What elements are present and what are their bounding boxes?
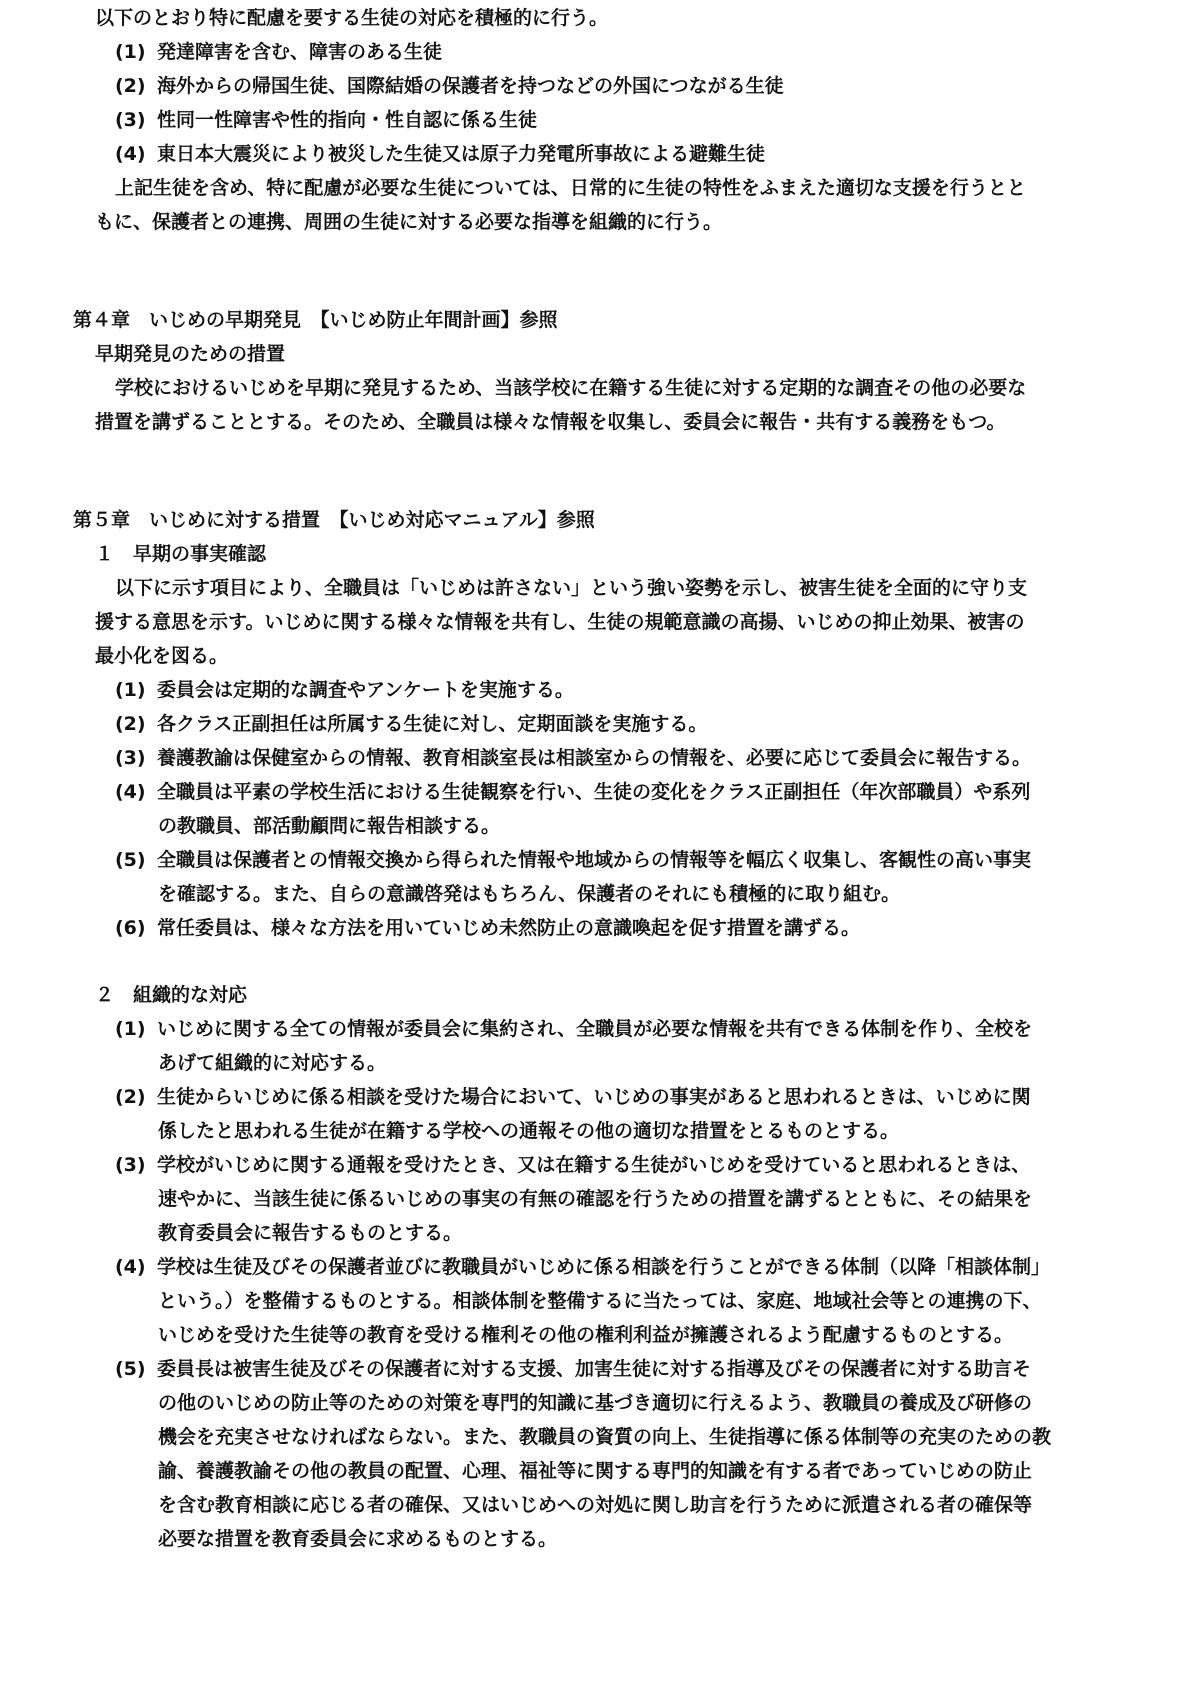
section-1-paragraph-line: 以下に示す項目により、全職員は「いじめは許さない」という強い姿勢を示し、被害生徒を全面的に守り支: [115, 577, 1028, 599]
chapter-4-paragraph-line: 措置を講ずることとする。そのため、全職員は様々な情報を収集し、委員会に報告・共有する義務をもつ。: [95, 411, 1006, 433]
item-text: 性同一性障害や性的指向・性自認に係る生徒: [157, 109, 538, 131]
intro-item: [115, 74, 784, 98]
item-number: (5): [115, 849, 146, 871]
section-1-item: [115, 848, 1031, 872]
item-continuation: の他のいじめの防止等のための対策を専門的知識に基づき適切に行えるよう、教職員の養成及び研修の: [158, 1392, 1033, 1414]
item-number: (4): [115, 1256, 146, 1278]
item-number: (3): [115, 109, 146, 131]
chapter-4-title: 第４章 いじめの早期発見 【いじめ防止年間計画】参照: [73, 309, 558, 331]
item-text: 東日本大震災により被災した生徒又は原子力発電所事故による避難生徒: [157, 143, 766, 165]
item-text: 委員会は定期的な調査やアンケートを実施する。: [157, 679, 574, 701]
intro-item: [115, 142, 765, 166]
item-number: (5): [115, 1358, 146, 1380]
item-text: 全職員は平素の学校生活における生徒観察を行い、生徒の変化をクラス正副担任（年次部職員）や系列: [157, 781, 1031, 803]
item-continuation: あげて組織的に対応する。: [158, 1052, 387, 1074]
item-number: (1): [115, 1018, 146, 1040]
item-number: (3): [115, 1154, 146, 1176]
section-1-title: １ 早期の事実確認: [95, 543, 267, 565]
item-number: (2): [115, 1086, 146, 1108]
item-text: 各クラス正副担任は所属する生徒に対し、定期面談を実施する。: [157, 713, 708, 735]
item-continuation: を確認する。また、自らの意識啓発はもちろん、保護者のそれにも積極的に取り組む。: [158, 883, 901, 905]
item-number: (3): [115, 747, 146, 769]
item-continuation: の教職員、部活動顧問に報告相談する。: [158, 815, 501, 837]
section-1-item: [115, 916, 860, 940]
item-number: (6): [115, 917, 146, 939]
section-2-item: [115, 1017, 1032, 1041]
item-text: 常任委員は、様々な方法を用いていじめ未然防止の意識喚起を促す措置を講ずる。: [157, 917, 861, 939]
chapter-5-title: 第５章 いじめに対する措置 【いじめ対応マニュアル】参照: [73, 509, 595, 531]
item-continuation: 諭、養護教諭その他の教員の配置、心理、福祉等に関する専門的知識を有する者であっていじめの防止: [158, 1460, 1032, 1482]
item-text: 養護教諭は保健室からの情報、教育相談室長は相談室からの情報を、必要に応じて委員会に報告する。: [157, 747, 1032, 769]
chapter-4-subtitle: 早期発見のための措置: [95, 343, 286, 365]
section-1-item: [115, 746, 1031, 770]
section-2-item: [115, 1085, 1031, 1109]
item-number: (4): [115, 143, 146, 165]
item-text: 学校がいじめに関する通報を受けたとき、又は在籍する生徒がいじめを受けていると思われるときは、: [157, 1154, 1031, 1176]
item-text: 生徒からいじめに係る相談を受けた場合において、いじめの事実があると思われるときは、いじめに関: [157, 1086, 1031, 1108]
intro-item: [115, 108, 537, 132]
item-text: いじめに関する全ての情報が委員会に集約され、全職員が必要な情報を共有できる体制を作り、全校を: [157, 1018, 1033, 1040]
item-number: (2): [115, 75, 146, 97]
intro-lead: 以下のとおり特に配慮を要する生徒の対応を積極的に行う。: [95, 7, 609, 29]
item-text: 全職員は保護者との情報交換から得られた情報や地域からの情報等を幅広く収集し、客観性の高い事実: [157, 849, 1032, 871]
chapter-4-paragraph-line: 学校におけるいじめを早期に発見するため、当該学校に在籍する生徒に対する定期的な調査その他の必要な: [115, 377, 1027, 399]
intro-paragraph-line: もに、保護者との連携、周囲の生徒に対する必要な指導を組織的に行う。: [95, 211, 723, 233]
item-text: 海外からの帰国生徒、国際結婚の保護者を持つなどの外国につながる生徒: [157, 75, 784, 97]
item-continuation: いじめを受けた生徒等の教育を受ける権利その他の権利利益が擁護されるよう配慮するものとする。: [158, 1324, 1014, 1346]
item-continuation: 速やかに、当該生徒に係るいじめの事実の有無の確認を行うための措置を講ずるとともに、その結果を: [158, 1188, 1033, 1210]
intro-item: [115, 40, 442, 64]
item-continuation: 教育委員会に報告するものとする。: [158, 1222, 463, 1244]
item-text: 委員長は被害生徒及びその保護者に対する支援、加害生徒に対する指導及びその保護者に対する助言そ: [157, 1358, 1032, 1380]
intro-paragraph-line: 上記生徒を含め、特に配慮が必要な生徒については、日常的に生徒の特性をふまえた適切な支援を行うとと: [115, 177, 1026, 199]
section-1-paragraph-line: 最小化を図る。: [95, 645, 229, 667]
item-continuation: 必要な措置を教育委員会に求めるものとする。: [158, 1528, 558, 1550]
section-1-item: [115, 780, 1030, 804]
item-text: 学校は生徒及びその保護者並びに教職員がいじめに係る相談を行うことができる体制（以降「相談体制」: [157, 1256, 1051, 1278]
section-1-item: [115, 712, 707, 736]
section-2-item: [115, 1357, 1031, 1381]
item-continuation: 係したと思われる生徒が在籍する学校への通報その他の適切な措置をとるものとする。: [158, 1120, 900, 1142]
item-continuation: という。）を整備するものとする。相談体制を整備するに当たっては、家庭、地域社会等との連携の下、: [158, 1290, 1042, 1312]
item-continuation: を含む教育相談に応じる者の確保、又はいじめへの対処に関し助言を行うために派遣される者の確保等: [158, 1494, 1033, 1516]
item-number: (4): [115, 781, 146, 803]
item-number: (1): [115, 679, 146, 701]
item-number: (2): [115, 713, 146, 735]
section-2-item: [115, 1255, 1050, 1279]
item-number: (1): [115, 41, 146, 63]
section-2-title: ２ 組織的な対応: [95, 984, 248, 1006]
section-1-paragraph-line: 援する意思を示す。いじめに関する様々な情報を共有し、生徒の規範意識の高揚、いじめの抑止効果、被害の: [95, 611, 1025, 633]
item-continuation: 機会を充実させなければならない。また、教職員の資質の向上、生徒指導に係る体制等の充実のための教: [158, 1426, 1052, 1448]
item-text: 発達障害を含む、障害のある生徒: [157, 41, 443, 63]
section-1-item: [115, 678, 574, 702]
section-2-item: [115, 1153, 1030, 1177]
